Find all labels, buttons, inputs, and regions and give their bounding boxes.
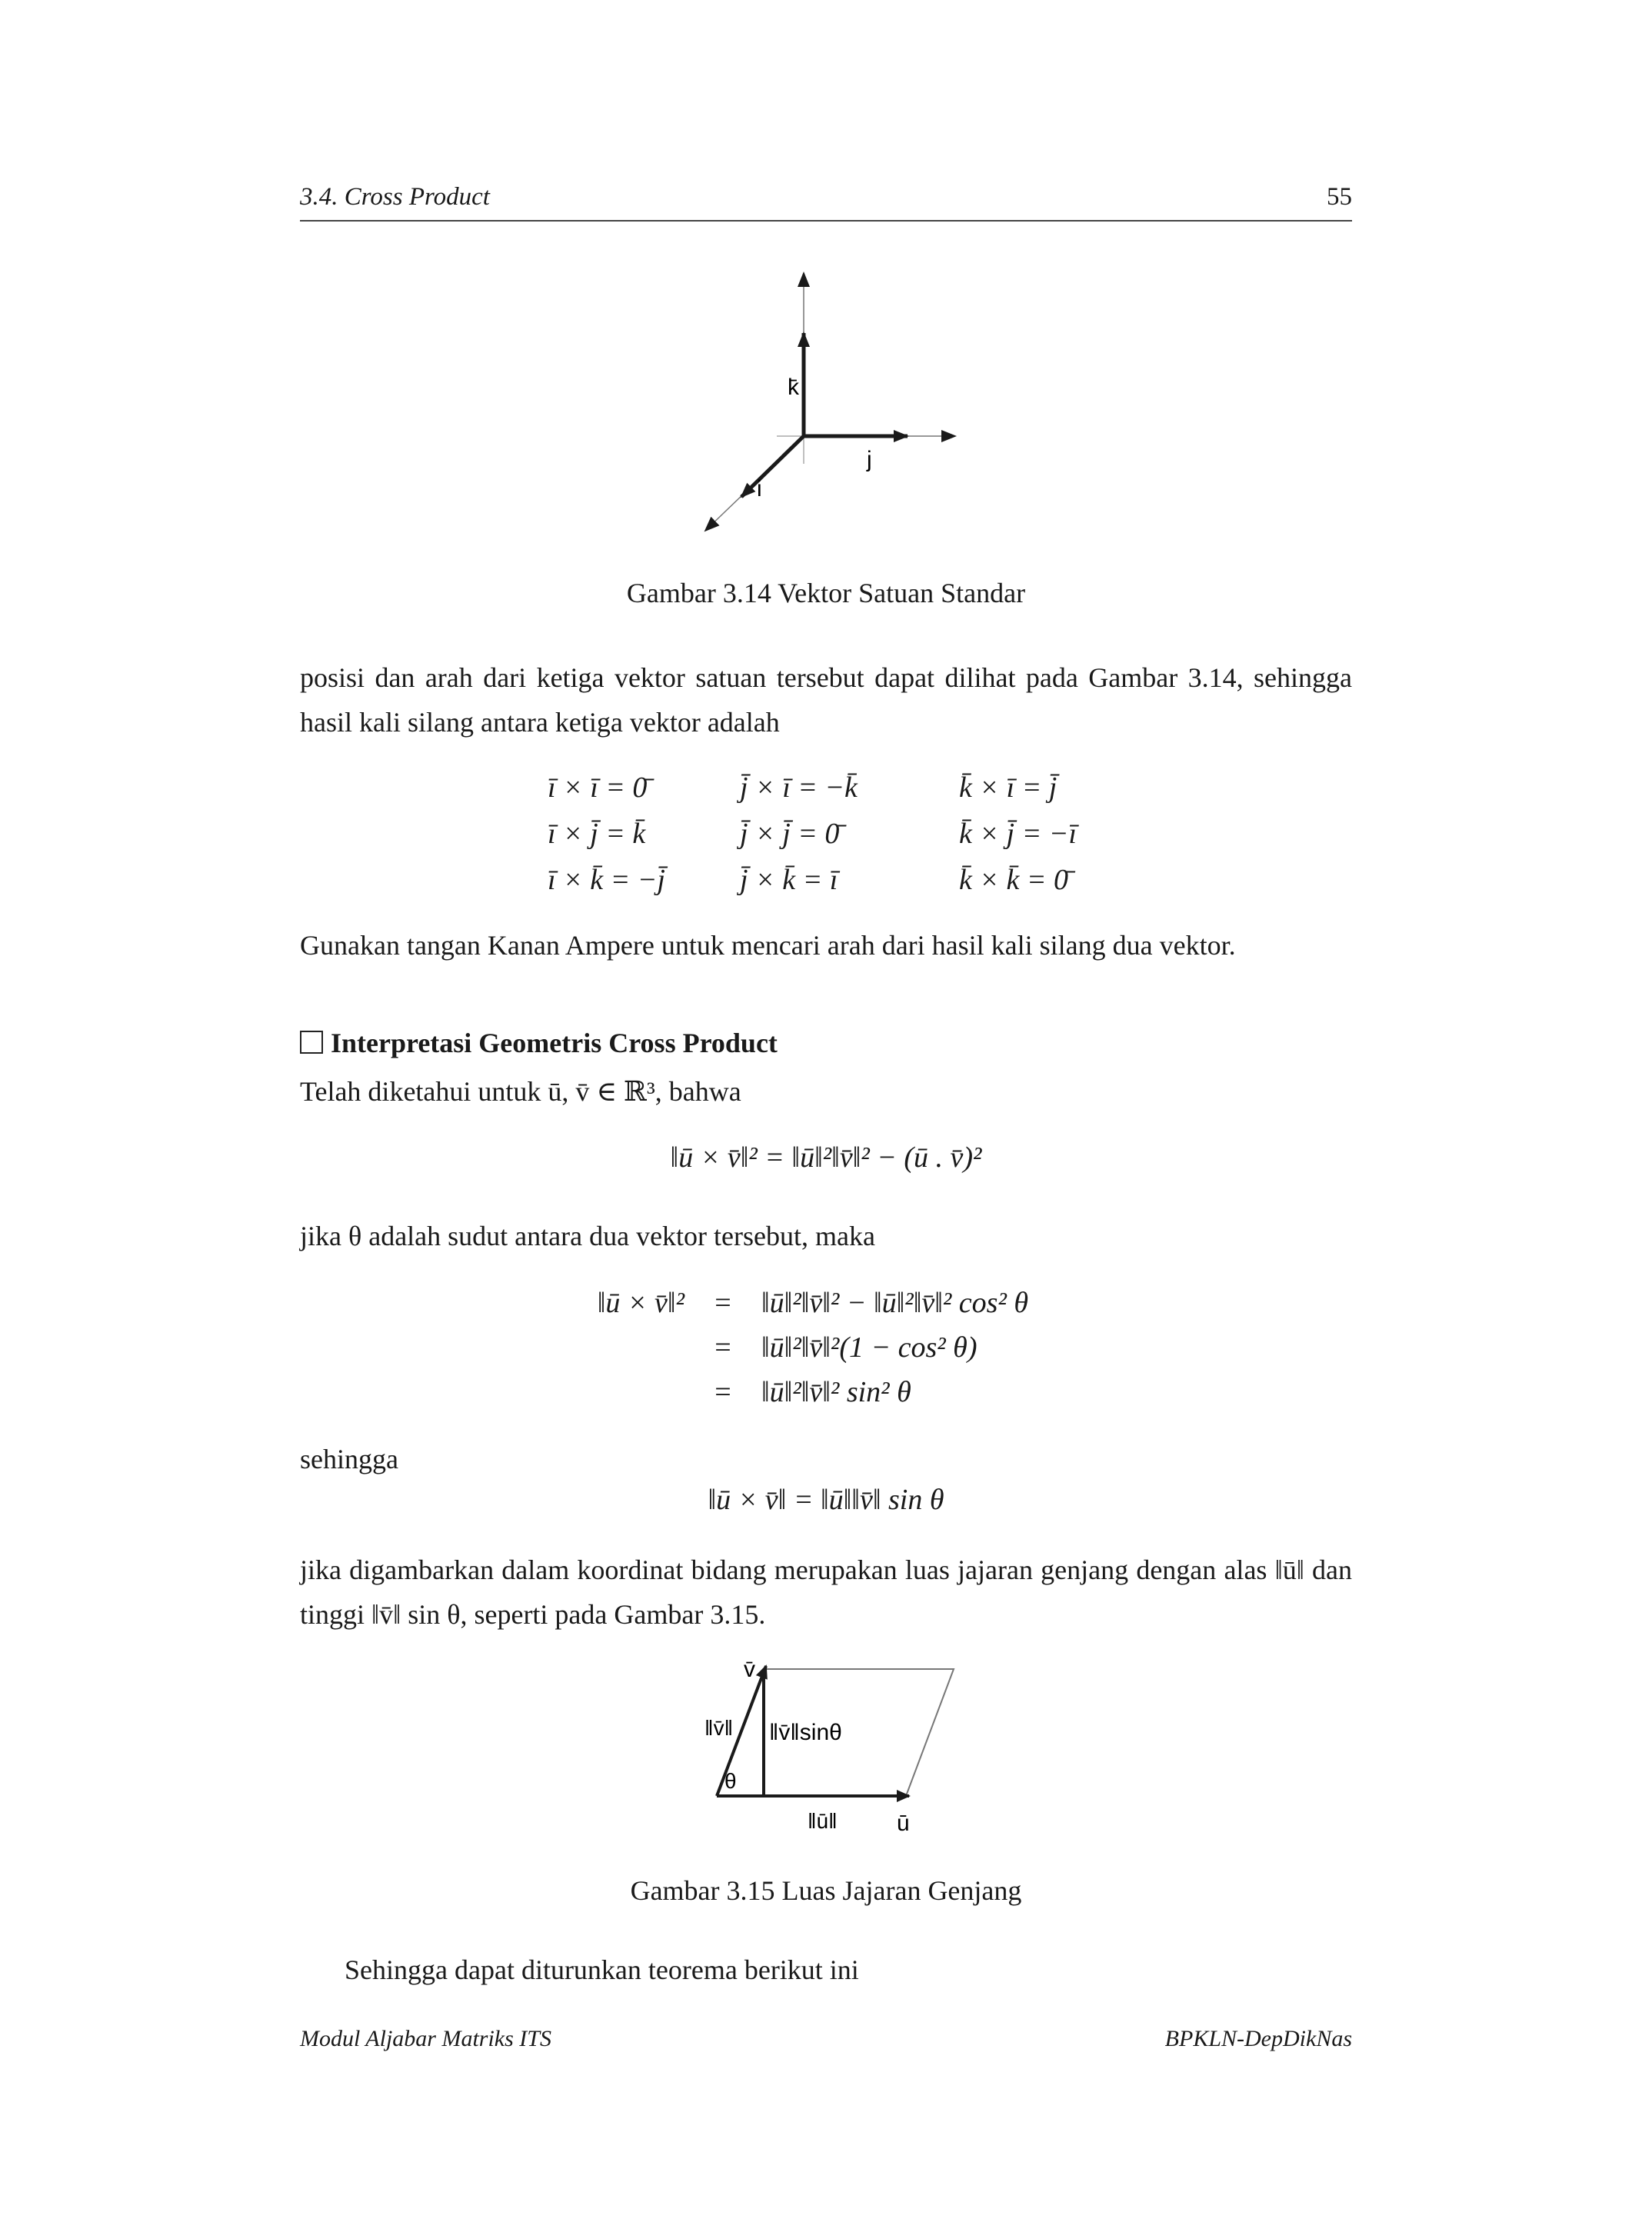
- section-heading-text: Interpretasi Geometris Cross Product: [331, 1028, 778, 1058]
- derivation-block: [561, 1281, 1028, 1414]
- figure-parallelogram: [704, 1654, 969, 1838]
- theta-label: θ: [724, 1769, 737, 1793]
- paragraph-sehingga: sehingga: [300, 1444, 398, 1474]
- derivation-row: [561, 1325, 1028, 1370]
- derivation-row: [561, 1370, 1028, 1414]
- norm-u-label: ‖ū‖: [808, 1809, 838, 1833]
- paragraph-parallelogram: jika digambarkan dalam koordinat bidang merupakan luas jajaran genjang dengan alas ‖ū‖ dan tinggi ‖v̄‖ sin θ, seperti pada Gambar 3.15.: [300, 1554, 1352, 1630]
- section-heading: [300, 1027, 778, 1059]
- equation-2: ‖ū × v̄‖ = ‖ū‖‖v̄‖ sin θ: [708, 1484, 944, 1516]
- cross-cell: ī × j̄ = k̄: [548, 818, 646, 850]
- cross-cell: ī × k̄ = −j̄: [548, 864, 665, 896]
- paragraph-known: Telah diketahui untuk ū, v̄ ∈ ℝ³, bahwa: [300, 1076, 741, 1107]
- cross-cell: j̄ × k̄ = ī: [740, 864, 838, 896]
- footer-left: Modul Aljabar Matriks ITS: [300, 2026, 551, 2051]
- cross-cell: k̄ × j̄ = −ī: [959, 818, 1077, 850]
- derivation-step: ‖ū‖²‖v̄‖² sin² θ: [761, 1376, 911, 1408]
- derivation-lhs: ‖ū × v̄‖²: [597, 1287, 684, 1319]
- i-label: i: [757, 476, 762, 501]
- checkbox-square-icon: [300, 1031, 323, 1054]
- running-header: [300, 183, 1352, 222]
- derivation-step: ‖ū‖²‖v̄‖²(1 − cos² θ): [761, 1331, 978, 1364]
- cross-cell: j̄ × j̄ = 0̄: [740, 818, 840, 850]
- equals-sign: =: [714, 1287, 731, 1319]
- figure-3-14-caption: Gambar 3.14 Vektor Satuan Standar: [626, 578, 1026, 608]
- footer-right: BPKLN-DepDikNas: [1164, 2026, 1352, 2051]
- u-label: ū: [897, 1811, 910, 1836]
- equation-1: ‖ū × v̄‖² = ‖ū‖²‖v̄‖² − (ū . v̄)²: [670, 1141, 982, 1174]
- section-title-header: 3.4. Cross Product: [300, 183, 490, 211]
- equals-sign: =: [714, 1376, 731, 1408]
- figure-3-15-caption: Gambar 3.15 Luas Jajaran Genjang: [630, 1875, 1022, 1906]
- cross-cell: j̄ × ī = −k̄: [740, 771, 858, 804]
- paragraph-theta: jika θ adalah sudut antara dua vektor tersebut, maka: [300, 1221, 875, 1251]
- cross-product-table: [548, 768, 1128, 900]
- paragraph-ampere: Gunakan tangan Kanan Ampere untuk mencari arah dari hasil kali silang dua vektor.: [300, 930, 1236, 961]
- equals-sign: =: [714, 1331, 731, 1364]
- derivation-step: ‖ū‖²‖v̄‖² − ‖ū‖²‖v̄‖² cos² θ: [761, 1287, 1029, 1319]
- height-label: ‖v̄‖sinθ: [769, 1720, 842, 1745]
- cross-cell: k̄ × k̄ = 0̄: [959, 864, 1069, 896]
- derivation-row: [561, 1281, 1028, 1325]
- cross-cell: k̄ × ī = j̄: [959, 771, 1057, 804]
- j-label: j: [867, 447, 872, 472]
- page-number: 55: [1327, 183, 1352, 211]
- k-label: k̄: [788, 375, 799, 400]
- figure-unit-vectors: [692, 265, 984, 542]
- v-label: v̄: [744, 1657, 755, 1682]
- cross-cell: ī × ī = 0̄: [548, 771, 648, 804]
- i-vector: [741, 436, 804, 497]
- norm-v-label: ‖v̄‖: [704, 1716, 734, 1740]
- paragraph-unit-vectors: posisi dan arah dari ketiga vektor satuan tersebut dapat dilihat pada Gambar 3.14, sehingga hasil kali silang antara ketiga vektor adalah: [300, 662, 1352, 738]
- paragraph-theorem: Sehingga dapat diturunkan teorema berikut ini: [345, 1954, 859, 1985]
